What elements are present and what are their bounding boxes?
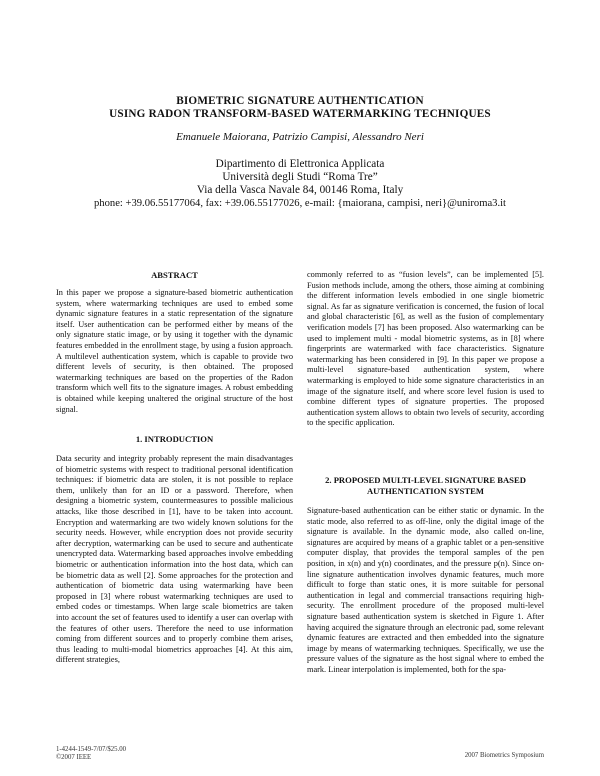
section2-text: Signature-based authentication can be either static or dynamic. In the static mode, also referred to as off-line, only the digital image of the signature is available. In the dynamic mode, also called on-line, signatures are acquired by means of a graphic tablet or a pen-sensitive computer display, that provides the temporal samples of the pen position, in x(n) and y(n) coordinates, and the pressure p(n). Since on-line signature authentication involves dynamic features, much more difficult to forge than static ones, it is more suitable for personal authentication in legal and commercial transactions requiring high-security. The enrollment procedure of the proposed multi-level signature based authentication system is sketched in Figure 1. After having acquired the signature through an electronic pad, some relevant dynamic features are extracted and then embedded into the signature image by means of watermarking techniques. Specifically, we use the pressure values of the signature as the host signal where to embed the mark. Linear interpolation is implemented, both for the spa- [307,506,544,674]
right-column-top [307,270,544,429]
affiliation-university: Università degli Studi “Roma Tre” [222,171,378,183]
section2-heading [307,475,544,497]
footer-left [56,746,126,762]
section2-heading-line-1: 2. PROPOSED MULTI-LEVEL SIGNATURE BASED [325,475,526,485]
right-continuation-text: commonly referred to as “fusion levels”, can be implemented [5]. Fusion methods include, among the others, those aiming at combining the different information levels embodied in one single biometric signal. As far as signature verification is concerned, the fusion of local and global characteristic [6], as well as the fusion of complementary verification models [7] has been proposed. Also watermarking can be used to implement multi - modal biometric systems, as in [8] where fingerprints are watermarked with face characteristics. Signature watermarking has been considered in [9]. In this paper we propose a multi-level signature-based authentication system, where watermarking is employed to hide some signature characteristics in an image of the signature itself, and where score level fusion is used to combine different types of signature properties. The proposed authentication system allows to obtain two levels of security, according to the specific application. [307,270,544,428]
affiliation-address: Via della Vasca Navale 84, 00146 Roma, Italy [196,184,404,196]
paper-title [0,95,600,121]
abstract-heading: ABSTRACT [151,270,198,280]
intro-heading: 1. INTRODUCTION [135,434,214,444]
footer-copyright: ©2007 IEEE [56,754,92,762]
affiliation-block [0,158,600,210]
left-column [56,270,293,415]
intro-section [56,434,293,666]
footer-isbn: 1-4244-1549-7/07/$25.00 [56,746,127,753]
intro-text: Data security and integrity probably represent the main disadvantages of biometric systems with respect to traditional personal identification techniques: if biometric data are stolen, it is not possible to replace them, unlikely than for an ID or a password. Therefore, when designing a biometric system, countermeasures to possible malicious attacks, like those described in [1], have to be taken into account. Encryption and watermarking are two widely known solutions for the security needs. However, while encryption does not provide security after decryption, watermarking can be used to secure and authenticate unencrypted data. Watermarking based approaches involve embedding biometric or authentication information into the host data, which can be biometric data as well [2]. Some approaches for the protection and authentication of biometric data using watermarking have been proposed in [3] where robust watermarking techniques are used to embed codes or timestamps. When large scale biometrics are taken into account the set of features used to identify a user can overlap with the features of other users. Therefore the need to use information coming from different sources and to properly combine them arises, thus leading to multi-modal biometrics approaches [4]. At this aim, different strategies, [56,454,293,665]
section-2 [307,475,544,676]
title-line-1: BIOMETRIC SIGNATURE AUTHENTICATION [176,95,424,107]
affiliation-dept: Dipartimento di Elettronica Applicata [215,158,385,170]
paper-authors: Emanuele Maiorana, Patrizio Campisi, Alessandro Neri [176,131,424,143]
footer-venue: 2007 Biometrics Symposium [464,752,544,759]
section2-heading-line-2: AUTHENTICATION SYSTEM [366,486,485,496]
affiliation-contact: phone: +39.06.55177064, fax: +39.06.55177026, e-mail: {maiorana, campisi, neri}@uniroma3.it [94,198,506,209]
abstract-text: In this paper we propose a signature-based biometric authentication system, where watermarking techniques are used to embed some dynamic signature features in a static representation of the signature itself. User authentication can be performed either by means of the only signature static image, or by using it together with the dynamic features embedded in the enrollment stage, by using a fusion approach. A multilevel authentication system, which is capable to provide two different levels of security, is then obtained. The proposed watermarking techniques are based on the properties of the Radon transform which well fits to the signature images. A robust embedding is obtained while keeping unaltered the original structure of the host signal. [56,288,293,414]
title-line-2: USING RADON TRANSFORM-BASED WATERMARKING TECHNIQUES [109,108,491,120]
